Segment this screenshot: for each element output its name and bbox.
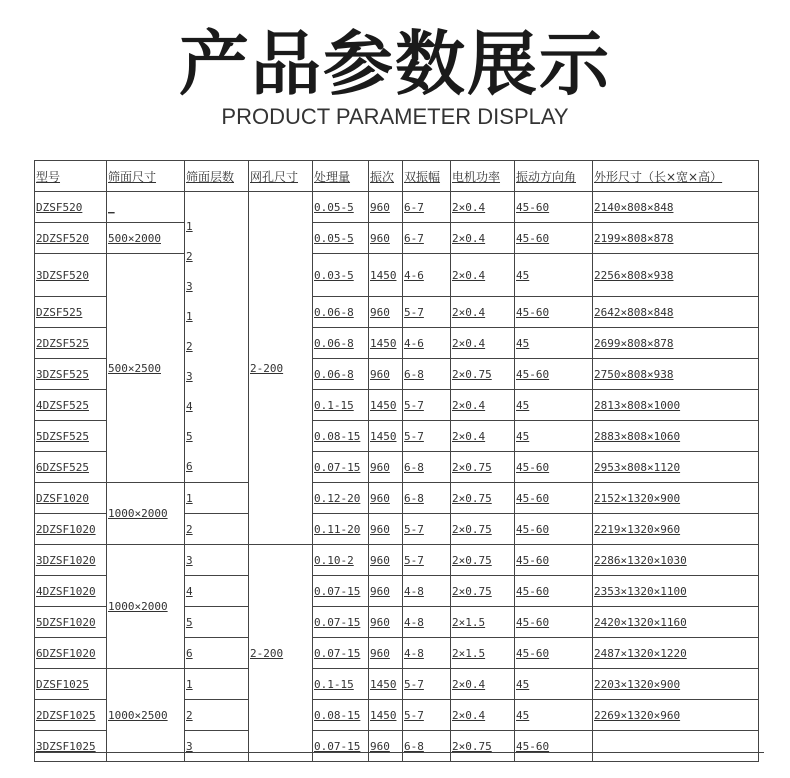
cell-power: 2×0.4 xyxy=(451,297,515,328)
cell-angle: 45-60 xyxy=(515,545,593,576)
cell-frequency: 960 xyxy=(369,576,403,607)
cell-power: 2×0.4 xyxy=(451,328,515,359)
cell-dimensions: 2140×808×848 xyxy=(593,192,759,223)
cell-layers: 2 xyxy=(185,700,249,731)
cell-amplitude: 6-7 xyxy=(403,223,451,254)
page-subtitle: PRODUCT PARAMETER DISPLAY xyxy=(221,104,569,129)
cell-angle: 45-60 xyxy=(515,576,593,607)
cell-capacity: 0.07-15 xyxy=(313,607,369,638)
cell-amplitude: 5-7 xyxy=(403,669,451,700)
cell-layers: 2 xyxy=(185,514,249,545)
cell-dimensions: 2353×1320×1100 xyxy=(593,576,759,607)
cell-amplitude: 5-7 xyxy=(403,421,451,452)
cell-power: 2×0.4 xyxy=(451,390,515,421)
cell-dimensions: 2487×1320×1220 xyxy=(593,638,759,669)
cell-model: 2DZSF1025 xyxy=(35,700,107,731)
cell-amplitude: 6-8 xyxy=(403,359,451,390)
cell-amplitude: 5-7 xyxy=(403,514,451,545)
cell-frequency: 1450 xyxy=(369,390,403,421)
cell-screen-size: 1000×2000 xyxy=(107,483,185,545)
cell-amplitude: 5-7 xyxy=(403,700,451,731)
cell-model: 4DZSF525 xyxy=(35,390,107,421)
cell-frequency: 960 xyxy=(369,607,403,638)
cell-power: 2×0.75 xyxy=(451,576,515,607)
cell-model: 2DZSF520 xyxy=(35,223,107,254)
table-row xyxy=(35,483,759,514)
cell-model: DZSF1020 xyxy=(35,483,107,514)
cell-angle: 45 xyxy=(515,669,593,700)
cell-mesh-size: 2-200 xyxy=(249,192,313,545)
header-vibration-angle: 振动方向角 xyxy=(515,161,593,192)
cell-model: 6DZSF1020 xyxy=(35,638,107,669)
cell-screen-size: 500×2000 xyxy=(107,223,185,254)
cell-amplitude: 4-8 xyxy=(403,607,451,638)
cell-dimensions: 2203×1320×900 xyxy=(593,669,759,700)
cell-dimensions: 2199×808×878 xyxy=(593,223,759,254)
cell-angle: 45-60 xyxy=(515,223,593,254)
cell-angle: 45 xyxy=(515,254,593,297)
cell-angle: 45-60 xyxy=(515,483,593,514)
cell-angle: 45-60 xyxy=(515,452,593,483)
cell-angle: 45-60 xyxy=(515,359,593,390)
cell-amplitude: 5-7 xyxy=(403,545,451,576)
cell-power: 2×0.4 xyxy=(451,700,515,731)
cell-capacity: 0.08-15 xyxy=(313,700,369,731)
cell-frequency: 960 xyxy=(369,545,403,576)
cell-screen-size: 1000×2500 xyxy=(107,669,185,762)
cell-dimensions: 2750×808×938 xyxy=(593,359,759,390)
cell-power: 2×0.4 xyxy=(451,669,515,700)
cell-frequency: 960 xyxy=(369,359,403,390)
cell-capacity: 0.03-5 xyxy=(313,254,369,297)
cell-model: 2DZSF1020 xyxy=(35,514,107,545)
cell-angle: 45-60 xyxy=(515,607,593,638)
cell-model: 4DZSF1020 xyxy=(35,576,107,607)
cell-screen-size: 1000×2000 xyxy=(107,545,185,669)
cell-amplitude: 6-8 xyxy=(403,731,451,762)
cell-amplitude: 4-8 xyxy=(403,638,451,669)
cell-power: 2×0.75 xyxy=(451,514,515,545)
table-row xyxy=(35,254,759,297)
cell-amplitude: 6-8 xyxy=(403,483,451,514)
table-bottom-rule xyxy=(34,752,764,753)
cell-capacity: 0.06-8 xyxy=(313,359,369,390)
cell-screen-size: _ xyxy=(107,192,185,223)
cell-capacity: 0.1-15 xyxy=(313,669,369,700)
table-header-row xyxy=(35,161,759,192)
cell-model: 6DZSF525 xyxy=(35,452,107,483)
cell-angle: 45-60 xyxy=(515,638,593,669)
cell-model: 3DZSF525 xyxy=(35,359,107,390)
cell-power: 2×1.5 xyxy=(451,607,515,638)
cell-capacity: 0.07-15 xyxy=(313,731,369,762)
cell-capacity: 0.07-15 xyxy=(313,576,369,607)
parameter-table-wrapper xyxy=(34,160,758,762)
cell-capacity: 0.10-2 xyxy=(313,545,369,576)
cell-power: 2×0.75 xyxy=(451,359,515,390)
cell-capacity: 0.11-20 xyxy=(313,514,369,545)
cell-capacity: 0.06-8 xyxy=(313,328,369,359)
table-row xyxy=(35,669,759,700)
header-model: 型号 xyxy=(35,161,107,192)
cell-angle: 45-60 xyxy=(515,514,593,545)
header-amplitude: 双振幅 xyxy=(403,161,451,192)
cell-mesh-size: 2-200 xyxy=(249,545,313,762)
cell-power: 2×0.75 xyxy=(451,731,515,762)
header-capacity: 处理量 xyxy=(313,161,369,192)
cell-capacity: 0.07-15 xyxy=(313,638,369,669)
cell-angle: 45-60 xyxy=(515,731,593,762)
cell-amplitude: 4-8 xyxy=(403,576,451,607)
cell-angle: 45 xyxy=(515,421,593,452)
cell-capacity: 0.06-8 xyxy=(313,297,369,328)
cell-frequency: 960 xyxy=(369,192,403,223)
cell-dimensions: 2152×1320×900 xyxy=(593,483,759,514)
cell-power: 2×1.5 xyxy=(451,638,515,669)
header-screen-size: 筛面尺寸 xyxy=(107,161,185,192)
table-row xyxy=(35,223,759,254)
cell-model: 3DZSF1025 xyxy=(35,731,107,762)
header-frequency: 振次 xyxy=(369,161,403,192)
cell-dimensions xyxy=(593,731,759,762)
cell-capacity: 0.08-15 xyxy=(313,421,369,452)
cell-layers: 4 xyxy=(185,576,249,607)
cell-frequency: 960 xyxy=(369,483,403,514)
cell-dimensions: 2883×808×1060 xyxy=(593,421,759,452)
cell-frequency: 1450 xyxy=(369,421,403,452)
cell-dimensions: 2813×808×1000 xyxy=(593,390,759,421)
cell-angle: 45 xyxy=(515,390,593,421)
header-layers: 筛面层数 xyxy=(185,161,249,192)
cell-model: 5DZSF1020 xyxy=(35,607,107,638)
cell-frequency: 1450 xyxy=(369,669,403,700)
header-mesh-size: 网孔尺寸 xyxy=(249,161,313,192)
header-dimensions: 外形尺寸（长×宽×高） xyxy=(593,161,759,192)
cell-frequency: 960 xyxy=(369,223,403,254)
cell-frequency: 1450 xyxy=(369,700,403,731)
cell-dimensions: 2642×808×848 xyxy=(593,297,759,328)
cell-capacity: 0.05-5 xyxy=(313,223,369,254)
cell-layers: 1 xyxy=(185,483,249,514)
cell-model: 3DZSF1020 xyxy=(35,545,107,576)
parameter-table xyxy=(34,160,759,762)
cell-dimensions: 2953×808×1120 xyxy=(593,452,759,483)
cell-dimensions: 2286×1320×1030 xyxy=(593,545,759,576)
cell-model: 2DZSF525 xyxy=(35,328,107,359)
cell-amplitude: 5-7 xyxy=(403,297,451,328)
page-title: 产品参数展示 xyxy=(179,23,611,105)
cell-amplitude: 6-7 xyxy=(403,192,451,223)
cell-dimensions: 2699×808×878 xyxy=(593,328,759,359)
cell-frequency: 1450 xyxy=(369,328,403,359)
cell-model: DZSF1025 xyxy=(35,669,107,700)
cell-amplitude: 4-6 xyxy=(403,328,451,359)
cell-amplitude: 5-7 xyxy=(403,390,451,421)
table-row xyxy=(35,192,759,223)
cell-frequency: 960 xyxy=(369,514,403,545)
cell-power: 2×0.4 xyxy=(451,192,515,223)
cell-layers: 3 xyxy=(185,545,249,576)
cell-amplitude: 6-8 xyxy=(403,452,451,483)
cell-dimensions: 2219×1320×960 xyxy=(593,514,759,545)
cell-dimensions: 2269×1320×960 xyxy=(593,700,759,731)
cell-layers: 3 xyxy=(185,731,249,762)
cell-dimensions: 2420×1320×1160 xyxy=(593,607,759,638)
cell-model: 3DZSF520 xyxy=(35,254,107,297)
cell-capacity: 0.07-15 xyxy=(313,452,369,483)
cell-model: DZSF525 xyxy=(35,297,107,328)
cell-capacity: 0.1-15 xyxy=(313,390,369,421)
cell-layers: 6 xyxy=(185,638,249,669)
cell-amplitude: 4-6 xyxy=(403,254,451,297)
cell-angle: 45 xyxy=(515,328,593,359)
cell-model: 5DZSF525 xyxy=(35,421,107,452)
cell-frequency: 960 xyxy=(369,297,403,328)
cell-power: 2×0.4 xyxy=(451,254,515,297)
table-row xyxy=(35,545,759,576)
cell-dimensions: 2256×808×938 xyxy=(593,254,759,297)
cell-power: 2×0.4 xyxy=(451,421,515,452)
cell-angle: 45-60 xyxy=(515,297,593,328)
cell-frequency: 960 xyxy=(369,638,403,669)
cell-power: 2×0.75 xyxy=(451,545,515,576)
cell-angle: 45-60 xyxy=(515,192,593,223)
cell-layers-group: 1 2 3 1 2 3 4 5 6 xyxy=(185,192,249,483)
cell-power: 2×0.75 xyxy=(451,483,515,514)
cell-capacity: 0.05-5 xyxy=(313,192,369,223)
cell-power: 2×0.4 xyxy=(451,223,515,254)
cell-layers: 5 xyxy=(185,607,249,638)
cell-frequency: 960 xyxy=(369,452,403,483)
cell-frequency: 960 xyxy=(369,731,403,762)
cell-angle: 45 xyxy=(515,700,593,731)
cell-layers: 1 xyxy=(185,669,249,700)
header-motor-power: 电机功率 xyxy=(451,161,515,192)
cell-frequency: 1450 xyxy=(369,254,403,297)
cell-capacity: 0.12-20 xyxy=(313,483,369,514)
cell-screen-size: 500×2500 xyxy=(107,254,185,483)
cell-model: DZSF520 xyxy=(35,192,107,223)
cell-power: 2×0.75 xyxy=(451,452,515,483)
